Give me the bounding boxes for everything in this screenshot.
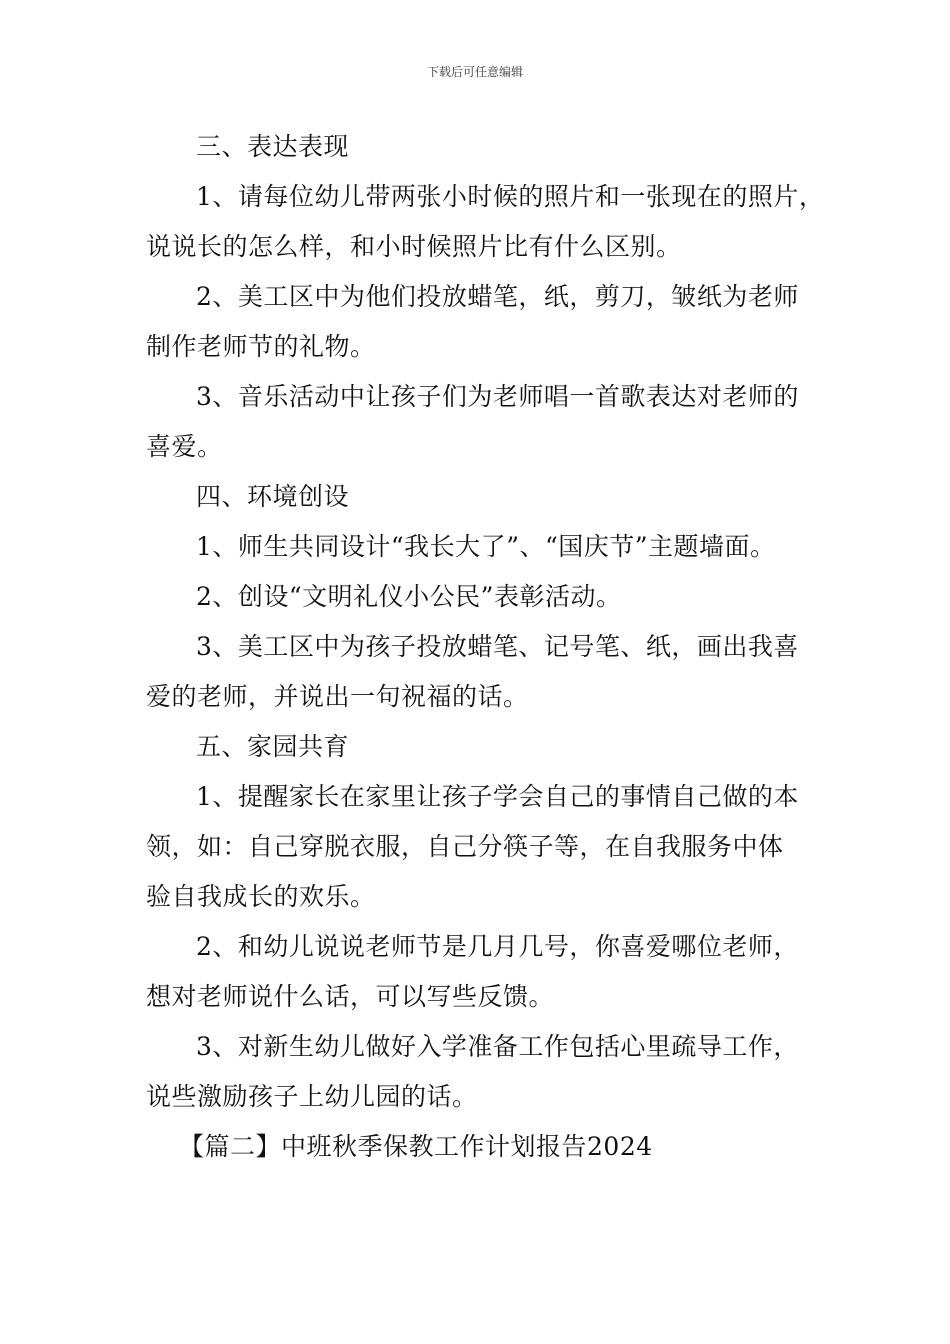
section-heading-environment: 四、环境创设: [196, 482, 350, 511]
paragraph-line: 爱的老师，并说出一句祝福的话。: [146, 682, 529, 711]
paragraph-line: 验自我成长的欢乐。: [146, 882, 376, 911]
paragraph-line: 想对老师说什么话，可以写些反馈。: [146, 982, 555, 1011]
section-heading-expression: 三、表达表现: [196, 132, 350, 161]
paragraph-line: 2、创设“文明礼仪小公民”表彰活动。: [196, 582, 622, 611]
paragraph-line: 3、音乐活动中让孩子们为老师唱一首歌表达对老师的: [196, 382, 799, 411]
document-body: [146, 122, 825, 1172]
paragraph-line: 2、美工区中为他们投放蜡笔，纸，剪刀，皱纸为老师: [196, 282, 799, 311]
paragraph-line: 1、师生共同设计“我长大了”、“国庆节”主题墙面。: [196, 532, 776, 561]
paragraph-line: 领，如：自己穿脱衣服，自己分筷子等，在自我服务中体: [146, 832, 784, 861]
paragraph-line: 1、请每位幼儿带两张小时候的照片和一张现在的照片，: [196, 182, 825, 211]
paragraph-line: 3、对新生幼儿做好入学准备工作包括心里疏导工作，: [196, 1032, 799, 1061]
part-two-title: 【篇二】中班秋季保教工作计划报告2024: [179, 1132, 653, 1161]
paragraph-line: 喜爱。: [146, 432, 223, 461]
paragraph-line: 说说长的怎么样，和小时候照片比有什么区别。: [146, 232, 682, 261]
paragraph-line: 说些激励孩子上幼儿园的话。: [146, 1082, 478, 1111]
paragraph-line: 1、提醒家长在家里让孩子学会自己的事情自己做的本: [196, 782, 799, 811]
paragraph-line: 3、美工区中为孩子投放蜡笔、记号笔、纸，画出我喜: [196, 632, 799, 661]
page-header-note: 下载后可任意编辑: [426, 65, 523, 79]
paragraph-line: 2、和幼儿说说老师节是几月几号，你喜爱哪位老师，: [196, 932, 799, 961]
section-heading-home-school: 五、家园共育: [196, 732, 350, 761]
paragraph-line: 制作老师节的礼物。: [146, 332, 376, 361]
